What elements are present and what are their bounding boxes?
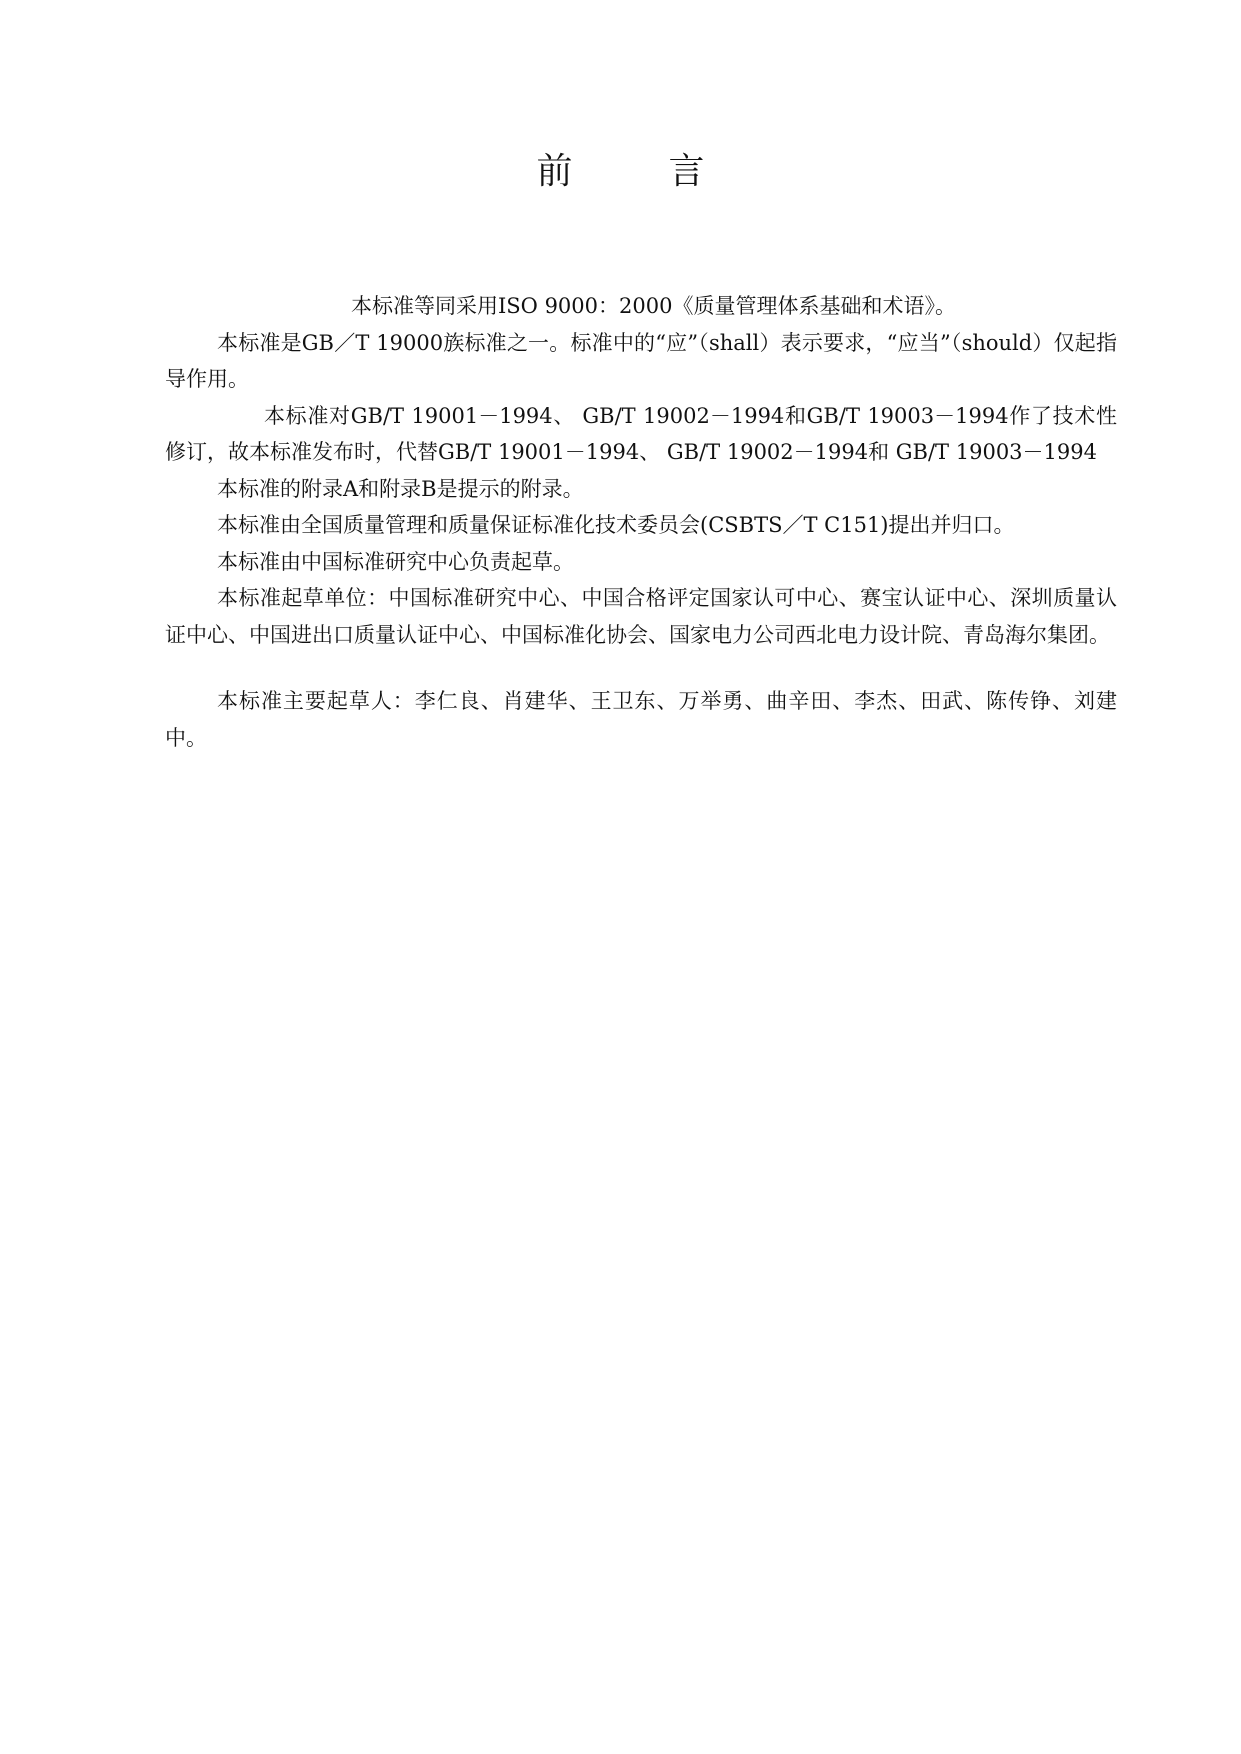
paragraph-spacer <box>165 653 1117 683</box>
paragraph-drafting-lead: 本标准由中国标准研究中心负责起草。 <box>217 549 574 574</box>
paragraph-drafters: 本标准主要起草人：李仁良、肖建华、王卫东、万举勇、曲辛田、李杰、田武、陈传铮、刘建中。 <box>165 689 1117 750</box>
paragraph-revision: 本标准对GB/T 19001－1994、 GB/T 19002－1994和GB/T 19003－1994作了技术性修订，故本标准发布时，代替GB/T 19001－1994、 GB/T 19002－1994和 GB/T 19003－1994 <box>165 403 1117 464</box>
page-title: 前 言 <box>536 151 735 192</box>
document-body <box>165 288 1117 756</box>
paragraph-adoption: 本标准等同采用ISO 9000：2000《质量管理体系基础和术语》。 <box>351 294 956 318</box>
paragraph-drafting-units: 本标准起草单位：中国标准研究中心、中国合格评定国家认可中心、赛宝认证中心、深圳质量认证中心、中国进出口质量认证中心、中国标准化协会、国家电力公司西北电力设计院、青岛海尔集团。 <box>165 586 1117 647</box>
paragraph-committee: 本标准由全国质量管理和质量保证标准化技术委员会(CSBTS／T C151)提出并归口。 <box>217 513 1015 537</box>
paragraph-family: 本标准是GB／T 19000族标准之一。标准中的“应”（shall）表示要求，“应当”（should）仅起指导作用。 <box>165 330 1117 391</box>
paragraph-annex: 本标准的附录A和附录B是提示的附录。 <box>217 476 584 501</box>
